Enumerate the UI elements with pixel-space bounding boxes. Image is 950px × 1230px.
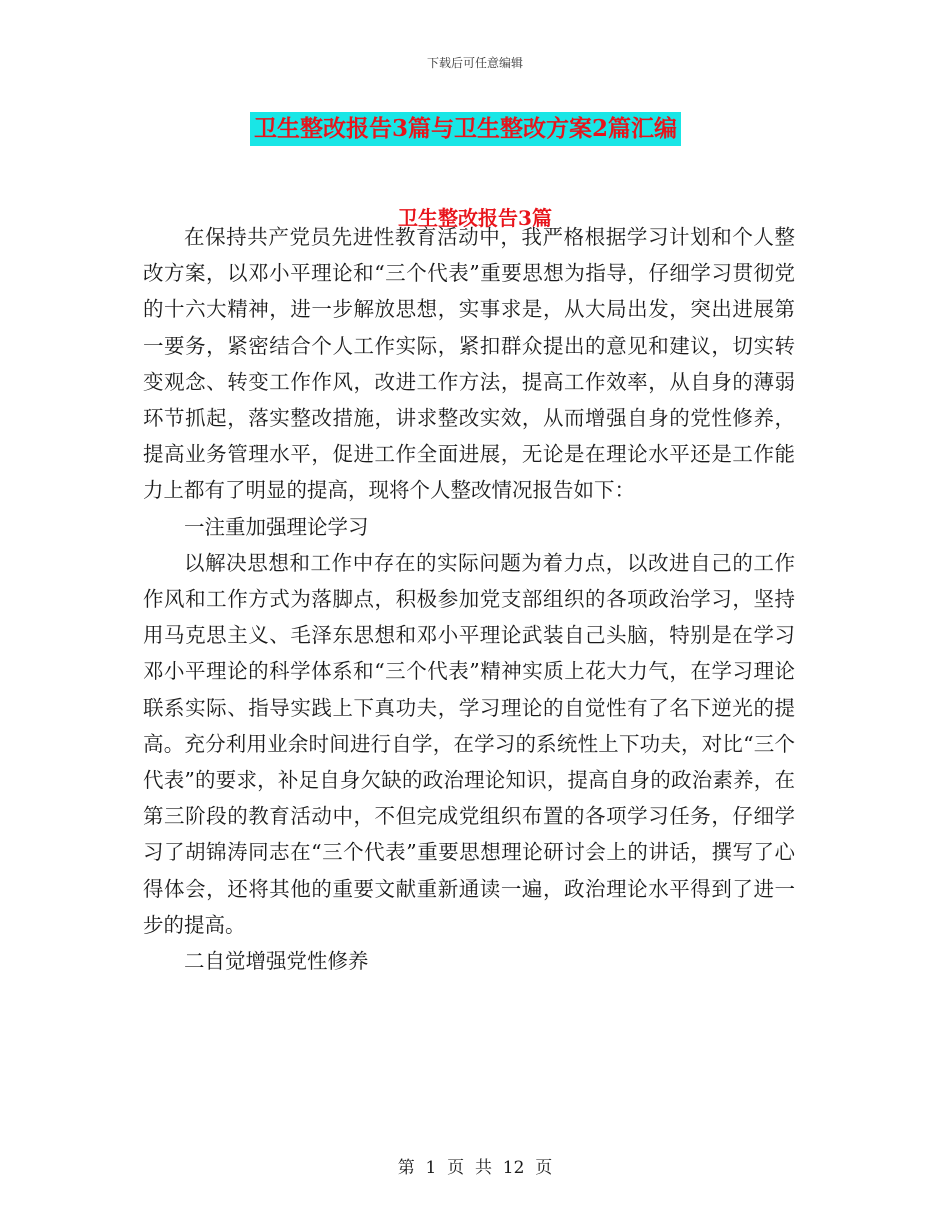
page-number: 第 1 页 共 12 页 (397, 1158, 553, 1178)
document-body (143, 219, 795, 979)
paragraph-intro: 在保持共产党员先进性教育活动中，我严格根据学习计划和个人整改方案，以邓小平理论和“三个代表”重要思想为指导，仔细学习贯彻党的十六大精神，进一步解放思想，实事求是，从大局出发，突出进展第一要务，紧密结合个人工作实际，紧扣群众提出的意见和建议，切实转变观念、转变工作作风，改进工作方法，提高工作效率，从自身的薄弱环节抓起，落实整改措施，讲求整改实效，从而增强自身的党性修养，提高业务管理水平，促进工作全面进展，无论是在理论水平还是工作能力上都有了明显的提高，现将个人整改情况报告如下： (143, 225, 795, 503)
paragraph-theory-study: 以解决思想和工作中存在的实际问题为着力点，以改进自己的工作作风和工作方式为落脚点，积极参加党支部组织的各项政治学习，坚持用马克思主义、毛泽东思想和邓小平理论武装自己头脑，特别是在学习邓小平理论的科学体系和“三个代表”精神实质上花大力气，在学习理论联系实际、指导实践上下真功夫，学习理论的自觉性有了名下逆光的提高。充分利用业余时间进行自学，在学习的系统性上下功夫，对比“三个代表”的要求，补足自身欠缺的政治理论知识，提高自身的政治素养，在第三阶段的教育活动中，不但完成党组织布置的各项学习任务，仔细学习了胡锦涛同志在“三个代表”重要思想理论研讨会上的讲话，撰写了心得体会，还将其他的重要文献重新通读一遍，政治理论水平得到了进一步的提高。 (143, 550, 795, 937)
paragraph-heading-1: 一注重加强理论学习 (184, 514, 369, 539)
section-title: 卫生整改报告3篇 (398, 206, 552, 230)
header-note: 下载后可任意编辑 (426, 56, 523, 70)
paragraph-heading-2: 二自觉增强党性修养 (184, 949, 369, 974)
main-title: 卫生整改报告3篇与卫生整改方案2篇汇编 (250, 112, 681, 146)
